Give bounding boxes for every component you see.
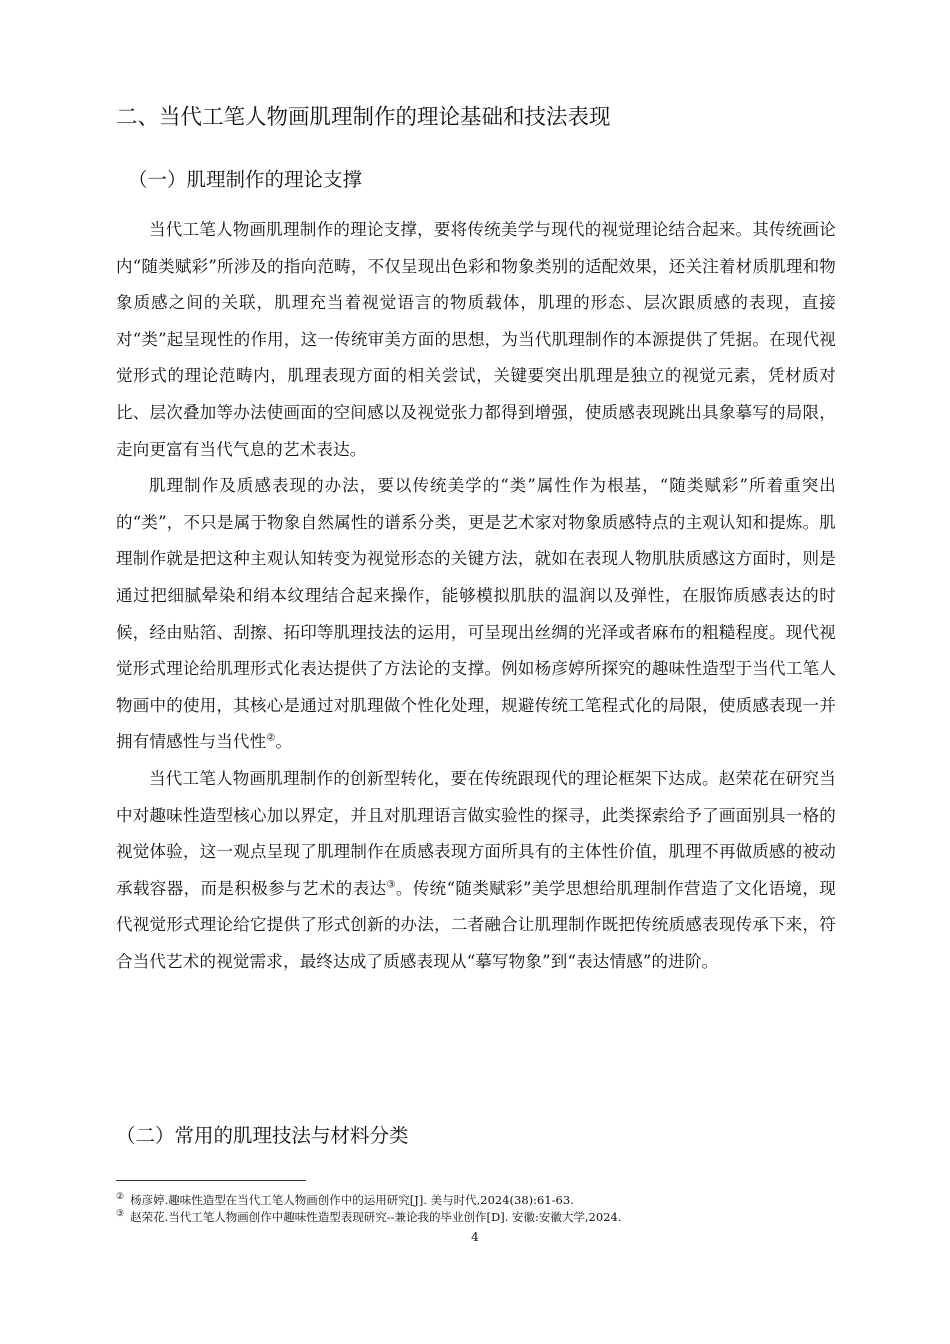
paragraph-2-tail: 。 xyxy=(275,732,293,752)
subheading-techniques-materials: （二）常用的肌理技法与材料分类 xyxy=(116,1124,409,1147)
paragraph-2 xyxy=(116,468,836,761)
body-text xyxy=(116,212,836,980)
subheading-theory-support: （一）肌理制作的理论支撑 xyxy=(128,168,363,191)
footnotes xyxy=(116,1192,836,1226)
footnote-2-text: 杨彦婷.趣味性造型在当代工笔人物画创作中的运用研究[J]. 美与时代,2024(38):61-63. xyxy=(130,1193,574,1207)
paragraph-1 xyxy=(116,212,836,468)
page-number: 4 xyxy=(471,1230,479,1244)
footnote-2-mark: ② xyxy=(116,1192,125,1203)
paragraph-2-text: 肌理制作及质感表现的办法，要以传统美学的“类”属性作为根基，“随类赋彩”所着重突出的“类”，不只是属于物象自然属性的谱系分类，更是艺术家对物象质感特点的主观认知和提炼。肌理制作就是把这种主观认知转变为视觉形态的关键方法，就如在表现人物肌肤质感这方面时，则是通过把细腻晕染和绢本纹理结合起来操作，能够模拟肌肤的温润以及弹性，在服饰质感表达的时候，经由贴箔、刮擦、拓印等肌理技法的运用，可呈现出丝绸的光泽或者麻布的粗糙程度。现代视觉形式理论给肌理形式化表达提供了方法论的支撑。例如杨彦婷所探究的趣味性造型于当代工笔人物画中的使用，其核心是通过对肌理做个性化处理，规避传统工笔程式化的局限，使质感表现一并拥有情感性与当代性 xyxy=(116,476,836,752)
paragraph-3-tail: 。传统“随类赋彩”美学思想给肌理制作营造了文化语境，现代视觉形式理论给它提供了形式创新的办法，二者融合让肌理制作既把传统质感表现传承下来，符合当代艺术的视觉需求，最终达成了质感表现从“摹写物象”到“表达情感”的进阶。 xyxy=(116,878,836,971)
footnote-ref-3[interactable]: ③ xyxy=(386,879,396,891)
footnote-3-mark: ③ xyxy=(116,1209,125,1220)
footnote-2 xyxy=(116,1192,836,1209)
paragraph-3-text: 当代工笔人物画肌理制作的创新型转化，要在传统跟现代的理论框架下达成。赵荣花在研究当中对趣味性造型核心加以界定，并且对肌理语言做实验性的探寻，此类探索给予了画面别具一格的视觉体验，这一观点呈现了肌理制作在质感表现方面所具有的主体性价值，肌理不再做质感的被动承载容器，而是积极参与艺术的表达 xyxy=(116,768,836,898)
paragraph-1-text: 当代工笔人物画肌理制作的理论支撑，要将传统美学与现代的视觉理论结合起来。其传统画论内“随类赋彩”所涉及的指向范畴，不仅呈现出色彩和物象类别的适配效果，还关注着材质肌理和物象质感之间的关联，肌理充当着视觉语言的物质载体，肌理的形态、层次跟质感的表现，直接对“类”起呈现性的作用，这一传统审美方面的思想，为当代肌理制作的本源提供了凭据。在现代视觉形式的理论范畴内，肌理表现方面的相关尝试，关键要突出肌理是独立的视觉元素，凭材质对比、层次叠加等办法使画面的空间感以及视觉张力都得到增强，使质感表现跳出具象摹写的局限，走向更富有当代气息的艺术表达。 xyxy=(116,220,836,459)
footnote-divider xyxy=(116,1180,306,1181)
footnote-ref-2[interactable]: ② xyxy=(266,732,276,744)
footnote-3-text: 赵荣花.当代工笔人物画创作中趣味性造型表现研究--兼论我的毕业创作[D]. 安徽:安徽大学,2024. xyxy=(130,1210,622,1224)
section-heading: 二、当代工笔人物画肌理制作的理论基础和技法表现 xyxy=(116,105,611,130)
footnote-3 xyxy=(116,1209,836,1226)
paragraph-3 xyxy=(116,761,836,981)
